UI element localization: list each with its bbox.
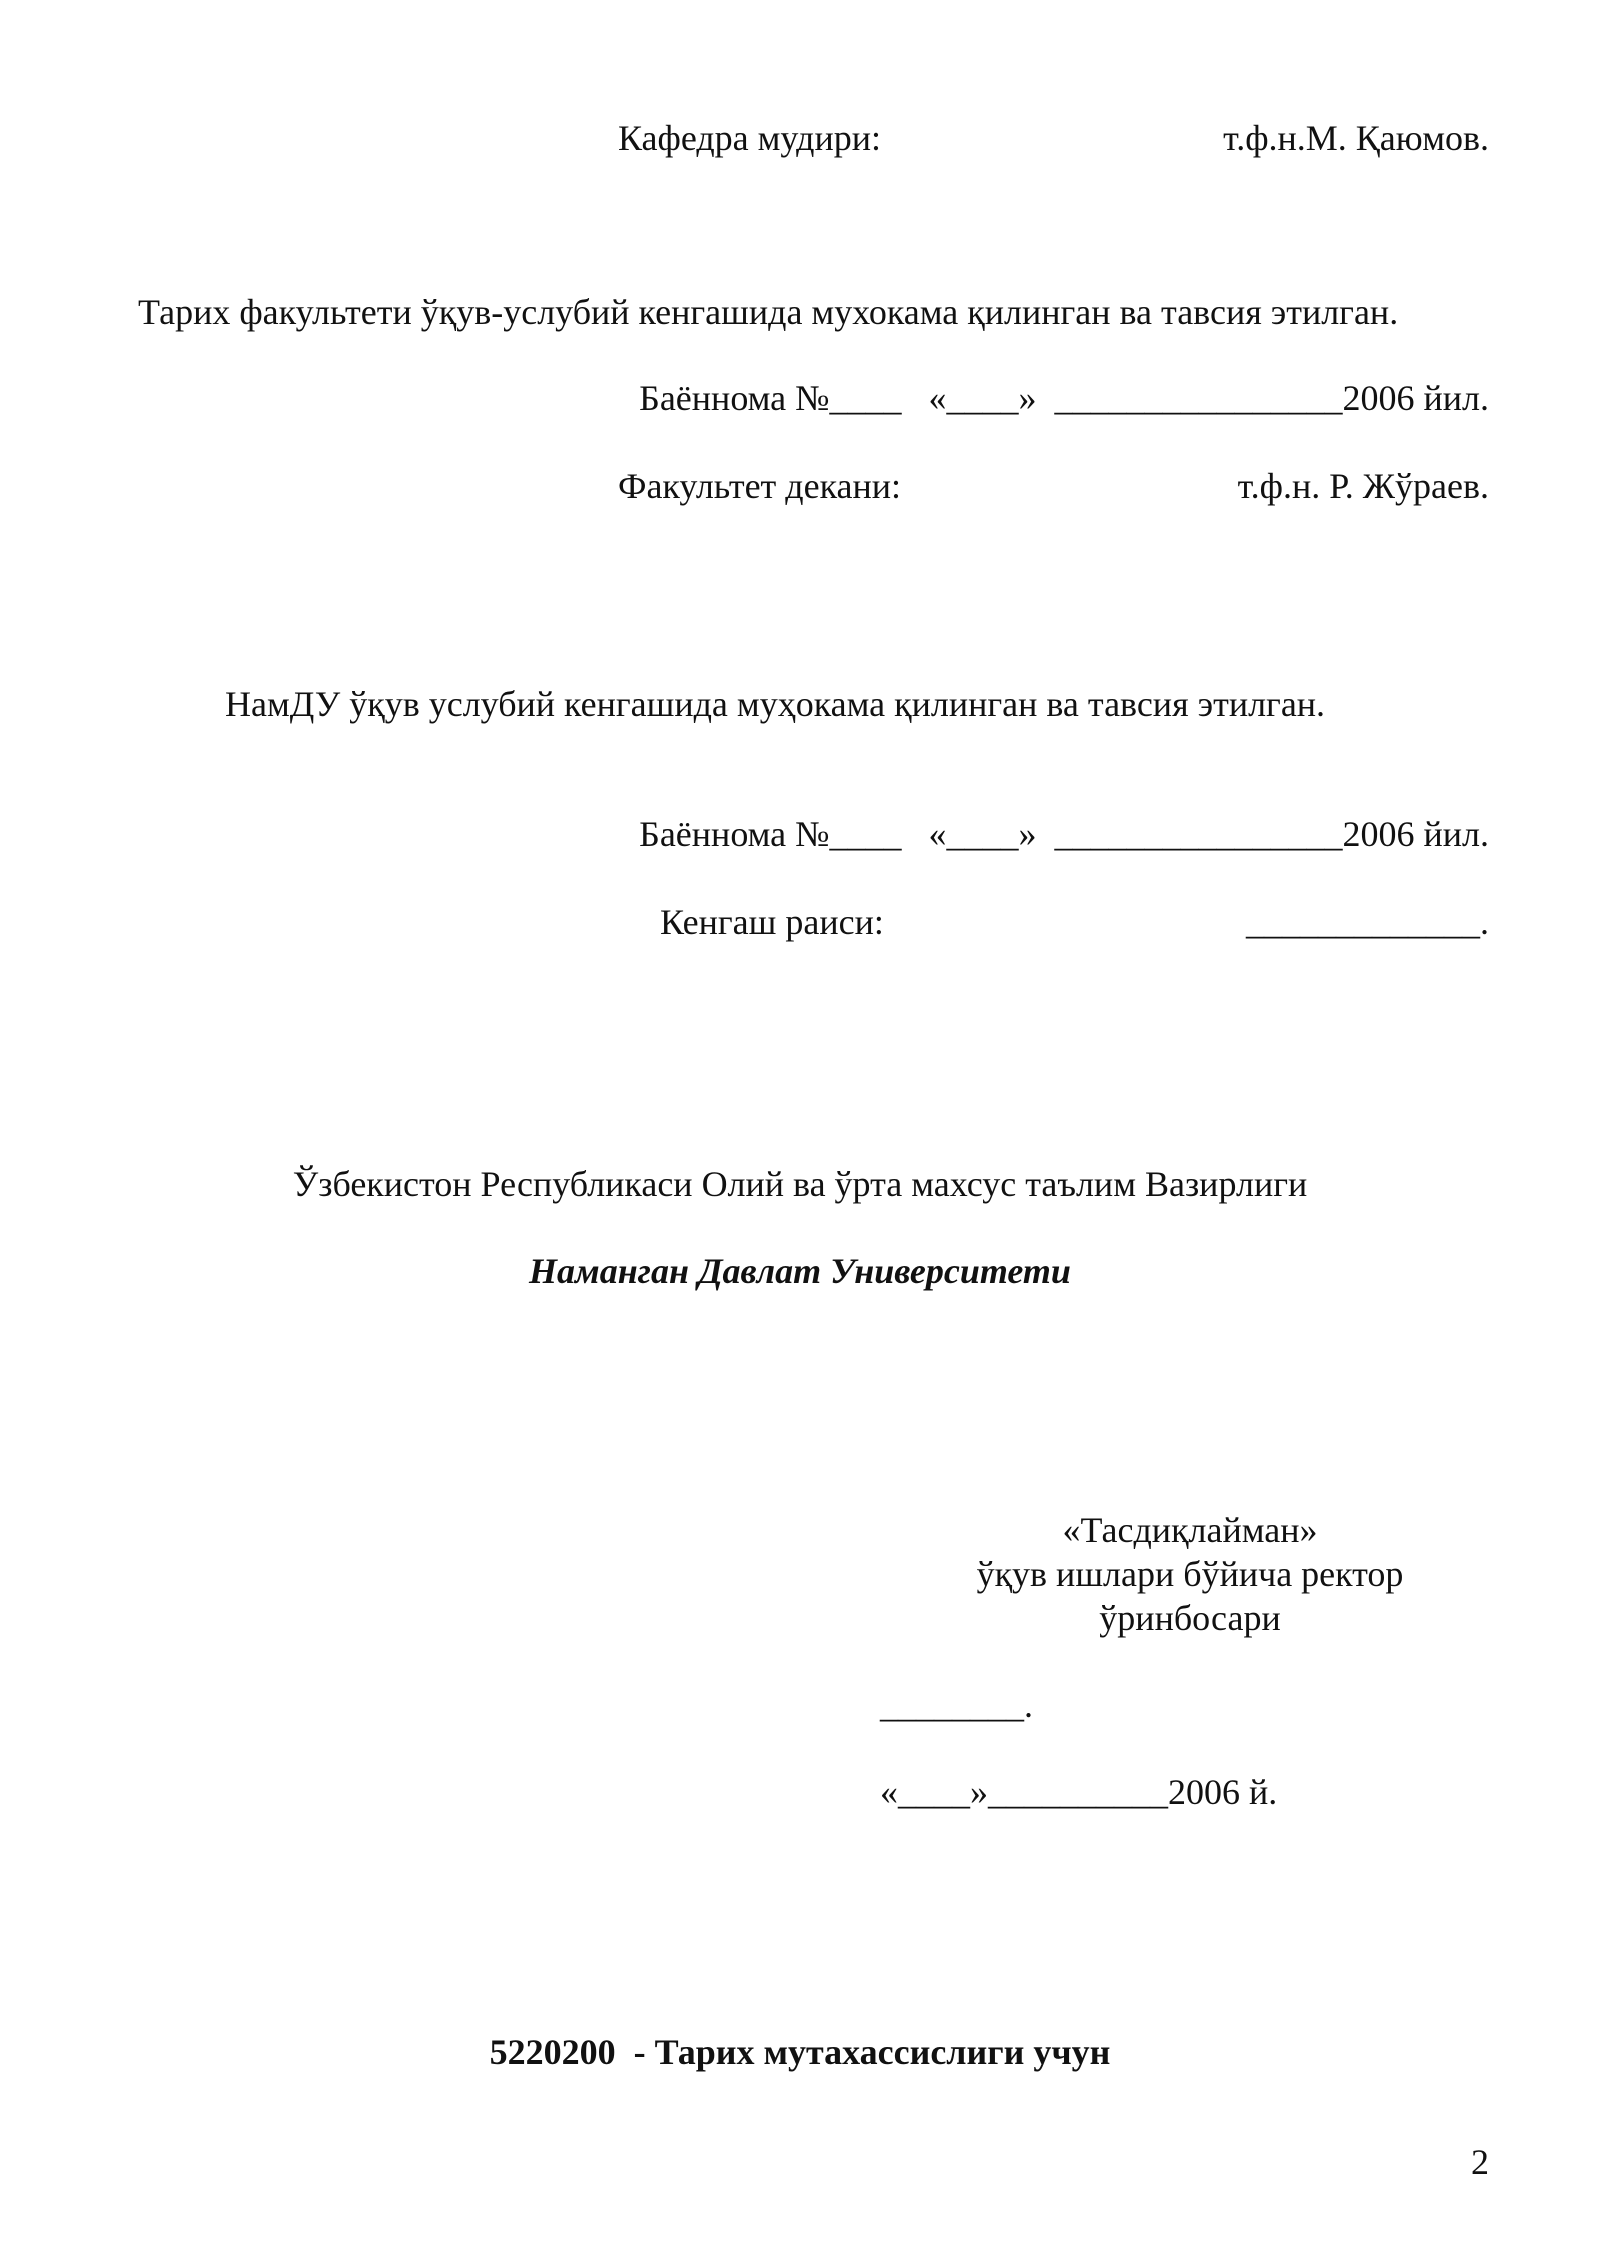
council-chair-signature: _____________.	[1246, 902, 1489, 942]
approval-role-line1: ўқув ишлари бўйича ректор	[976, 1554, 1404, 1594]
dean-name: т.ф.н. Р. Жўраев.	[1237, 466, 1489, 506]
specialty-title: 5220200 - Тарих мутахассислиги учун	[489, 2032, 1111, 2072]
university-name: Наманган Давлат Университети	[529, 1251, 1071, 1291]
approval-title: «Тасдиқлайман»	[1062, 1510, 1318, 1550]
kafedra-head-name: т.ф.н.М. Қаюмов.	[1223, 118, 1489, 158]
approval-signature: ________.	[880, 1685, 1033, 1725]
faculty-council-statement: Тарих факультети ўқув-услубий кенгашида мухокама қилинган ва тавсия этилган.	[138, 292, 1399, 332]
ministry-name: Ўзбекистон Республикаси Олий ва ўрта махсус таълим Вазирлиги	[292, 1164, 1308, 1204]
kafedra-head-label: Кафедра мудири:	[618, 118, 882, 158]
approval-role-line2: ўринбосари	[1099, 1598, 1281, 1638]
council-chair-label: Кенгаш раиси:	[660, 902, 884, 942]
university-council-statement: НамДУ ўқув услубий кенгашида муҳокама қилинган ва тавсия этилган.	[225, 684, 1326, 724]
dean-label: Факультет декани:	[618, 466, 902, 506]
university-protocol-line: Баённома №____ «____» ________________2006 йил.	[639, 814, 1489, 854]
approval-date: «____»__________2006 й.	[880, 1772, 1278, 1812]
faculty-protocol-line: Баённома №____ «____» ________________2006 йил.	[639, 378, 1489, 418]
page-number: 2	[1471, 2142, 1489, 2182]
